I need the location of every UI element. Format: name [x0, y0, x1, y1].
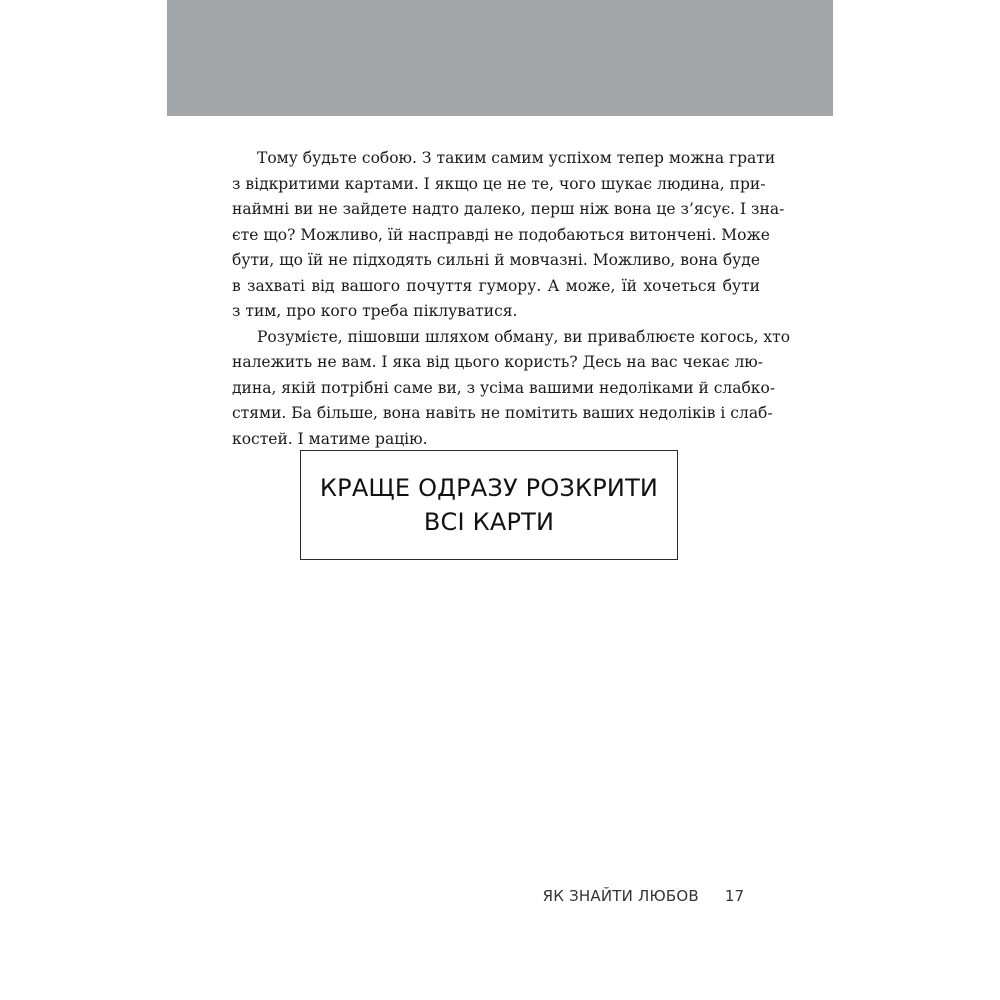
text-line: наймні ви не зайдете надто далеко, перш ніж вона це з’ясує. І зна-: [232, 200, 785, 218]
text-line: належить не вам. І яка від цього користь? Десь на вас чекає лю-: [232, 353, 764, 371]
text-line: Розумієте, пішовши шляхом обману, ви приваблюєте когось, хто: [257, 327, 791, 346]
text-line: в захваті від вашого почуття гумору. А може, їй хочеться бути: [232, 276, 760, 295]
callout-box: [300, 450, 678, 560]
callout-line: КРАЩЕ ОДРАЗУ РОЗКРИТИ: [319, 474, 659, 502]
text-line: Тому будьте собою. З таким самим успіхом тепер можна грати: [257, 149, 776, 167]
body-text: [232, 146, 791, 452]
page-footer: [543, 887, 744, 905]
paragraph: [232, 325, 791, 453]
text-line: стями. Ба більше, вона навіть не помітить ваших недоліків і слаб-: [232, 404, 773, 422]
text-line: бути, що їй не підходять сильні й мовчазні. Можливо, вона буде: [232, 251, 760, 269]
text-line: з тим, про кого треба піклуватися.: [232, 302, 518, 320]
running-title: ЯК ЗНАЙТИ ЛЮБОВ: [542, 887, 699, 905]
paragraph: [232, 146, 785, 325]
header-band: [167, 0, 833, 116]
page-number: 17: [724, 887, 744, 905]
text-line: костей. І матиме рацію.: [232, 429, 428, 448]
text-line: дина, якій потрібні саме ви, з усіма вашими недоліками й слабко-: [232, 378, 776, 397]
text-line: єте що? Можливо, їй насправді не подобаються витончені. Може: [232, 225, 770, 244]
text-line: з відкритими картами. І якщо це не те, чого шукає людина, при-: [232, 174, 766, 193]
callout-line: ВСІ КАРТИ: [423, 508, 555, 536]
